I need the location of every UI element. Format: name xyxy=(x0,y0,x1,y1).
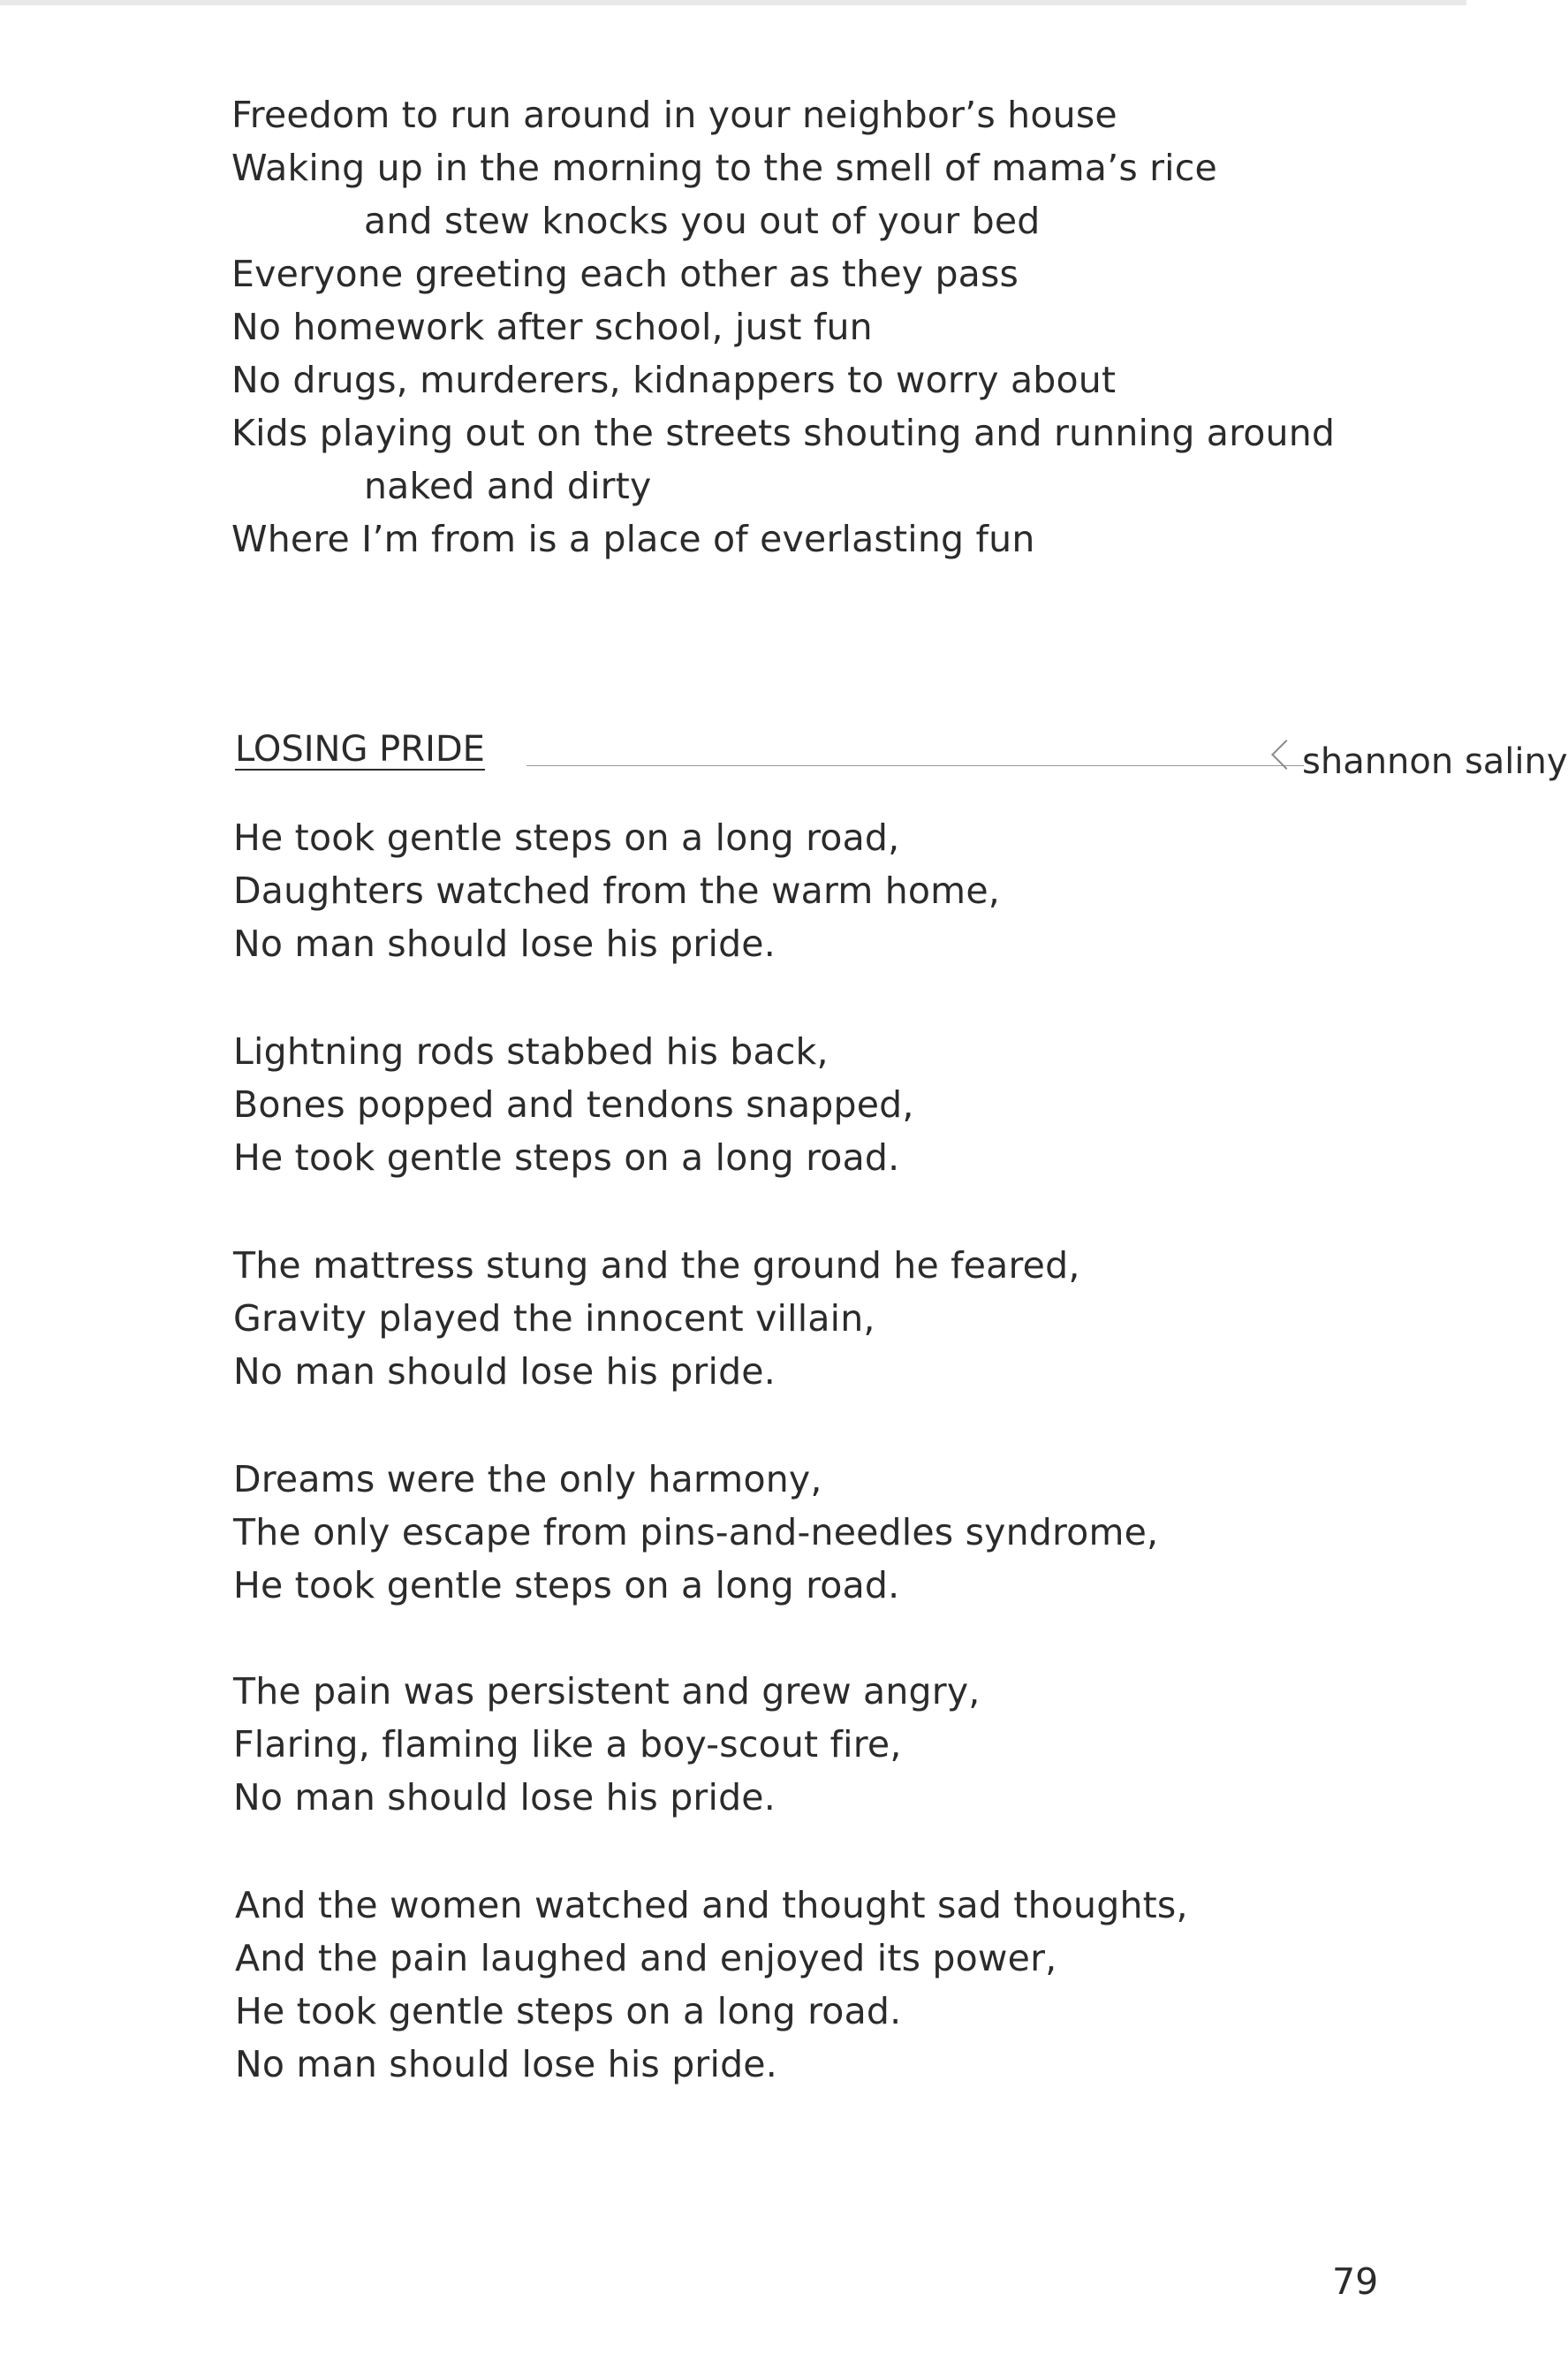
poem-line: The pain was persistent and grew angry, xyxy=(233,1670,981,1713)
stanza xyxy=(235,1879,1188,2091)
poem-line: Everyone greeting each other as they pass xyxy=(231,253,1019,295)
stanza xyxy=(233,811,1000,970)
poem-line: He took gentle steps on a long road. xyxy=(235,1990,902,2032)
poem-line: Waking up in the morning to the smell of mama’s rice xyxy=(231,147,1217,189)
poem-author: shannon saliny xyxy=(1302,741,1568,782)
poem-line: And the women watched and thought sad thoughts, xyxy=(235,1884,1188,1926)
poem-line: He took gentle steps on a long road. xyxy=(233,1564,900,1606)
poem-line: Kids playing out on the streets shouting and running around xyxy=(231,412,1336,454)
stanza xyxy=(233,1453,1158,1612)
poem-line: Gravity played the innocent villain, xyxy=(233,1297,875,1340)
page-top-edge xyxy=(0,0,1466,5)
page-number: 79 xyxy=(1332,2260,1379,2303)
poem-line: No man should lose his pride. xyxy=(233,923,776,965)
poem-line: Freedom to run around in your neighbor’s house xyxy=(231,94,1117,136)
poem-line: Flaring, flaming like a boy-scout fire, xyxy=(233,1723,902,1766)
poem-line: He took gentle steps on a long road. xyxy=(233,1136,900,1179)
poem-line: Dreams were the only harmony, xyxy=(233,1458,822,1500)
poem-line: No drugs, murderers, kidnappers to worry about xyxy=(231,359,1117,401)
poem-line: No homework after school, just fun xyxy=(231,306,873,348)
poem-line: Bones popped and tendons snapped, xyxy=(233,1083,914,1126)
poem-line: The mattress stung and the ground he feared, xyxy=(233,1244,1080,1287)
poem-line: And the pain laughed and enjoyed its power, xyxy=(235,1937,1057,1979)
poem-line: No man should lose his pride. xyxy=(235,2043,777,2085)
stanza xyxy=(233,1025,914,1184)
poem-line-indented: and stew knocks you out of your bed xyxy=(364,200,1041,242)
poem-line: The only escape from pins-and-needles syndrome, xyxy=(233,1511,1159,1553)
stanza xyxy=(233,1665,981,1824)
stanza xyxy=(233,1239,1080,1398)
poem-line: No man should lose his pride. xyxy=(233,1350,776,1393)
poem-line: Where I’m from is a place of everlasting fun xyxy=(231,518,1035,560)
poem-line: He took gentle steps on a long road, xyxy=(233,816,900,859)
poem-line-indented: naked and dirty xyxy=(364,465,652,507)
poem-heading xyxy=(235,723,1568,785)
poem-line: Daughters watched from the warm home, xyxy=(233,870,1000,912)
previous-poem-ending xyxy=(231,88,1335,566)
poem-line: Lightning rods stabbed his back, xyxy=(233,1030,829,1073)
title-divider-rule xyxy=(526,765,1304,766)
poem-line: No man should lose his pride. xyxy=(233,1776,776,1819)
poem-title: LOSING PRIDE xyxy=(235,729,485,770)
